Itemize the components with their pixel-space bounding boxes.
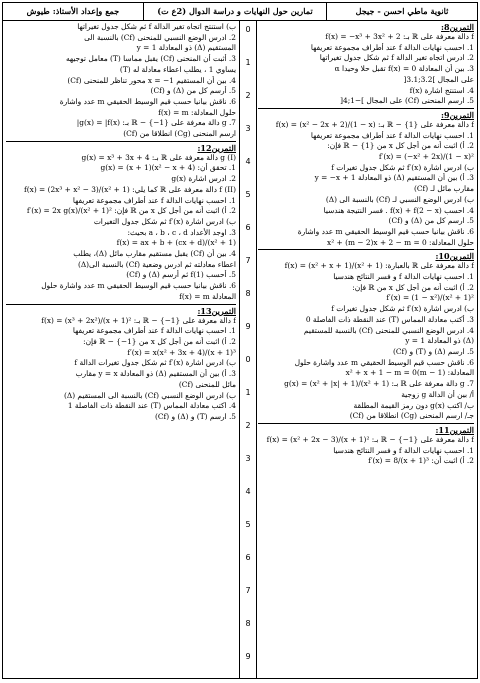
- exercise-line: 1. احسب نهايات الدالة f و فسر النتائج هندسيا: [333, 272, 474, 282]
- exercise-title: التمرين10:: [435, 251, 474, 262]
- exercise-line: 1. احسب نهايات الدالة f عند أطراف مجموعة تعريفها: [310, 42, 474, 52]
- exercise-line: مائل للمنحنى (Cf): [178, 379, 236, 389]
- exercise-section: [6, 22, 236, 140]
- exercise-line: ب) استنتج اتجاه تغير الدالة f ثم شكل جدول تغيراتها: [77, 22, 236, 31]
- exercise-section: [6, 304, 236, 423]
- exercise-line: المستقيم (Δ) ذو المعادلة y = 1: [136, 43, 236, 53]
- exercise-line: 4. استنتج اشارة f(x): [409, 85, 474, 95]
- exercise-title: التمرين13:: [197, 305, 236, 316]
- exercise-line: 2. أ) اثبت أنه من أجل كل x من ℝ فإن: f′(x) = 2x g(x)/(x² + 1)²: [26, 206, 236, 216]
- exercise-line: 2. ادرس اشارة g(x): [171, 174, 236, 184]
- exercise-line: جـ/ ارسم المنحنى (Cg) انطلاقا من (Cf): [349, 411, 474, 421]
- worksheet-page: [2, 2, 478, 679]
- exercise-line: f(x) = ax + b + (cx + d)/(x² + 1): [116, 238, 236, 248]
- exercise-line: 2. أ) اثبت أنه من أجل كل x من ℝ − {1} فإن:: [327, 141, 474, 151]
- margin-number: 9: [245, 652, 251, 661]
- exercise-line: 5. أرسم كل من (Δ) و (Cf): [150, 86, 236, 96]
- exercise-line: (Δ) ذو المعادلة y = 1: [405, 336, 474, 346]
- exercise-line: 4. احسب f(x) + f(2 − x) . فسر النتيجة هندسيا: [323, 205, 474, 215]
- exercise-line: f′(x) = x(x² + 3x + 4)/(x + 1)³: [127, 347, 236, 357]
- exercise-line: ب) ادرس اشارة f′(x) ثم شكل جدول تغيرات f: [331, 162, 474, 172]
- exercise-line: 4. بين أن (Cf) يقبل مستقيم مقارب مائل (Δ)، يطلب: [73, 249, 236, 259]
- exercise-line: ب) ادرس الوضع النسبي لـ (Cf) بالنسبة الى (Δ): [325, 194, 474, 204]
- exercise-line: 5. ارسم (T) و (Δ) و (Cf): [154, 411, 236, 421]
- exercise-line: المعادلة: (1 − m)x² + x + 1 − m = 0: [345, 368, 474, 378]
- worksheet-title: تمارين حول النهايات و دراسة الدوال (2ع ت): [143, 3, 326, 20]
- right-column: [255, 21, 477, 678]
- exercise-line: 3. أكتب معادلة المماس (T) عند النقطة ذات الفاصلة 0: [305, 314, 474, 324]
- exercise-line: 7. g دالة معرفة على ℝ بـ: g(x) = (x² + |x| + 1)/(x² + 1): [284, 379, 474, 389]
- margin-number: 0: [245, 25, 251, 34]
- exercise-line: اعطاء معادلته ثم ادرس وضعية (Cf) بالنسبة الى(Δ): [77, 259, 236, 269]
- exercise-line: (I) g دالة معرفة على ℝ بـ: g(x) = x³ + 3x + 4: [81, 152, 236, 162]
- margin-number: 4: [245, 487, 251, 496]
- exercise-section: [258, 423, 474, 467]
- exercise-line: 2. أ) اثبت أن: f′(x) = 8/(x + 1)³: [368, 456, 474, 466]
- exercise-line: أ/ بين أن الدالة g زوجية: [401, 389, 474, 399]
- exercise-line: 3. أ) بين أن المستقيم (Δ) ذو المعادلة y = x مقارب: [75, 369, 236, 379]
- teacher-credit: جمع وإعداد الأستاذ: طيوش: [26, 6, 120, 16]
- exercise-line: 5. ارسم (Δ) و (T) و (Cf): [392, 346, 474, 356]
- exercise-line: المعادلة f(x) = m: [179, 291, 236, 301]
- exercise-line: 2. ادرس اتجاه تغير الدالة f ثم شكل جدول تغيراتها: [319, 53, 474, 63]
- exercise-line: 5. ارسم كل من (Δ) و (Cf): [388, 216, 474, 226]
- exercise-title: التمرين9:: [441, 109, 474, 120]
- exercise-line: f′(x) = (1 − x²)/(x² + 1)²: [386, 293, 474, 303]
- exercise-line: 1. احسب نهايات الدالة f و فسر النتائج هندسيا: [333, 445, 474, 455]
- exercise-line: ارسم المنحنى (Cg) انطلاقا من (Cf): [123, 129, 236, 139]
- exercise-line: 1. احسب نهايات الدالة f عند أطراف مجموعة تعريفها: [310, 130, 474, 140]
- exercise-line: f دالة معرفة على ℝ − {−1} بـ: f(x) = (x² + 2x − 3)/(x + 1)²: [266, 434, 474, 444]
- exercise-line: f′(x) = (−x² + 2x)/(1 − x)²: [378, 152, 474, 162]
- margin-number: 5: [245, 520, 251, 529]
- margin-number: 7: [245, 256, 251, 265]
- exercise-line: 4. ادرس الوضع النسبي للمنحنى (Cf) بالنسبة للمستقيم: [303, 325, 474, 335]
- exercise-line: f دالة معرفة على ℝ − {−1} بـ: f(x) = (x³ + 2x²)/(x + 1)²: [41, 315, 236, 325]
- margin-number: 2: [245, 91, 251, 100]
- exercise-section: [6, 141, 236, 303]
- exercise-line: مقارب مائل لـ (Cf): [414, 184, 474, 194]
- page-header: [3, 3, 477, 21]
- margin-number: 3: [245, 454, 251, 463]
- exercise-line: (II) f دالة معرفة على ℝ كما يلي: f(x) = (2x³ + x² − 3)/(x² + 1): [24, 184, 236, 194]
- margin-number-strip: [239, 21, 257, 678]
- exercise-title: التمرين8:: [441, 22, 474, 32]
- exercise-line: 7. g دالة معرفة على ℝ − {−1} بـ: g(x) = |f(x)|: [76, 118, 236, 128]
- exercise-line: 3. أ) بين أن المستقيم (Δ) ذو المعادلة y = −x + 1: [314, 173, 474, 183]
- exercise-line: 1. احسب نهايات الدالة f عند أطراف مجموعة تعريفها: [72, 195, 236, 205]
- exercise-section: [258, 108, 474, 248]
- exercise-section: [258, 249, 474, 422]
- exercise-section: [258, 22, 474, 107]
- exercise-line: ب) ادرس اشارة f′(x) ثم شكل جدول التغيرات: [93, 216, 236, 226]
- exercise-line: يساوي 1 ، يطلب اعطاء معادلة له (T): [119, 64, 236, 74]
- exercise-line: 1. تحقق أن: g(x) = (x + 1)(x² − x + 4): [100, 163, 236, 173]
- school-name: ثانوية ماطي احسن - جيجل: [326, 3, 477, 20]
- exercise-line: 6. ناقش بيانيا حسب قيم الوسيط الحقيقي m عدد واشارة حلول: [41, 281, 236, 291]
- exercise-line: 2. أ) اثبت أنه من أجل كل x من ℝ − {−1} فإن:: [83, 336, 236, 346]
- exercise-title: التمرين11:: [435, 424, 474, 435]
- exercise-line: 3. بين أن المعادلة f(x) = 0 تقبل حلا وحيدا α: [334, 64, 474, 74]
- margin-number: 8: [245, 619, 251, 628]
- margin-number: 1: [245, 388, 251, 397]
- exercise-line: 5. أحسب f(1) ثم أرسم (Δ) و (Cf): [126, 270, 236, 280]
- margin-number: 7: [245, 586, 251, 595]
- exercise-line: 3. أثبت أن المنحنى (Cf) يقبل مماسا (T) معامل توجيهه: [65, 54, 236, 64]
- exercise-line: 5. ارسم المنحنى (Cf) على المجال ]−1;4[: [340, 96, 474, 106]
- exercise-title: التمرين12:: [197, 142, 236, 153]
- exercise-line: 1. احسب نهايات الدالة f عند أطراف مجموعة تعريفها: [72, 326, 236, 336]
- left-column: [3, 21, 239, 678]
- margin-number: 0: [245, 355, 251, 364]
- exercise-line: حلول المعادلة: x² + (m − 2)x + 2 − m = 0: [327, 237, 474, 247]
- exercise-line: 6. ناقش بيانيا حسب قيم الوسيط الحقيقي m عدد واشارة: [297, 226, 474, 236]
- margin-number: 5: [245, 190, 251, 199]
- exercise-line: 4. بين أن المستقيم x = −1 محور تناظر للمنحنى (Cf): [67, 75, 236, 85]
- exercise-line: 3. اوجد الأعداد a ، b ، c ، d بحيث:: [127, 227, 236, 237]
- exercise-line: ب) ادرس اشارة f′(x) ثم شكل جدول تغيرات f: [331, 304, 474, 314]
- exercise-line: f دالة معرفة على ℝ بالعبارة: f(x) = (x² + x + 1)/(x² + 1): [284, 261, 474, 271]
- exercise-line: حلول المعادلة: f(x) = m: [158, 107, 236, 117]
- exercise-line: 2. ادرس الوضع النسبي للمنحنى (Cf) بالنسبة الى: [84, 32, 236, 42]
- margin-number: 3: [245, 124, 251, 133]
- exercise-line: على المجال ]3.2;3.1[: [403, 74, 474, 84]
- margin-number: 2: [245, 421, 251, 430]
- exercise-line: ب/ اكتب g(x) دون رمز القيمة المطلقة: [353, 400, 474, 410]
- margin-number: 6: [245, 553, 251, 562]
- exercise-line: 4. اكتب معادلة المماس (T) عند النقطة ذات الفاصلة 1: [67, 401, 236, 411]
- exercise-line: 6. ناقش حسب قيم الوسيط الحقيقي m عدد واشارة حلول: [294, 357, 474, 367]
- margin-number: 1: [245, 58, 251, 67]
- exercise-line: ب) ادرس الوضع النسبي (Cf) بالنسبة الى المستقيم (Δ): [63, 390, 236, 400]
- exercise-line: ب) ادرس اشارة f′(x) ثم شكل جدول تغيرات الدالة f: [74, 358, 236, 368]
- margin-number: 9: [245, 322, 251, 331]
- exercise-line: f دالة معرفة على ℝ − {1} بـ: f(x) = (x² − 2x + 2)/(1 − x): [275, 119, 474, 129]
- exercise-line: f دالة معرفة على ℝ بـ: f(x) = −x³ + 3x² + 2: [325, 32, 474, 41]
- exercise-line: 6. ناقش بيانيا حسب قيم الوسيط الحقيقي m عدد واشارة: [59, 96, 236, 106]
- margin-number: 4: [245, 157, 251, 166]
- exercise-line: 2. أ) اثبت أنه من أجل كل x من ℝ فإن:: [352, 282, 474, 292]
- margin-number: 8: [245, 289, 251, 298]
- margin-number: 6: [245, 223, 251, 232]
